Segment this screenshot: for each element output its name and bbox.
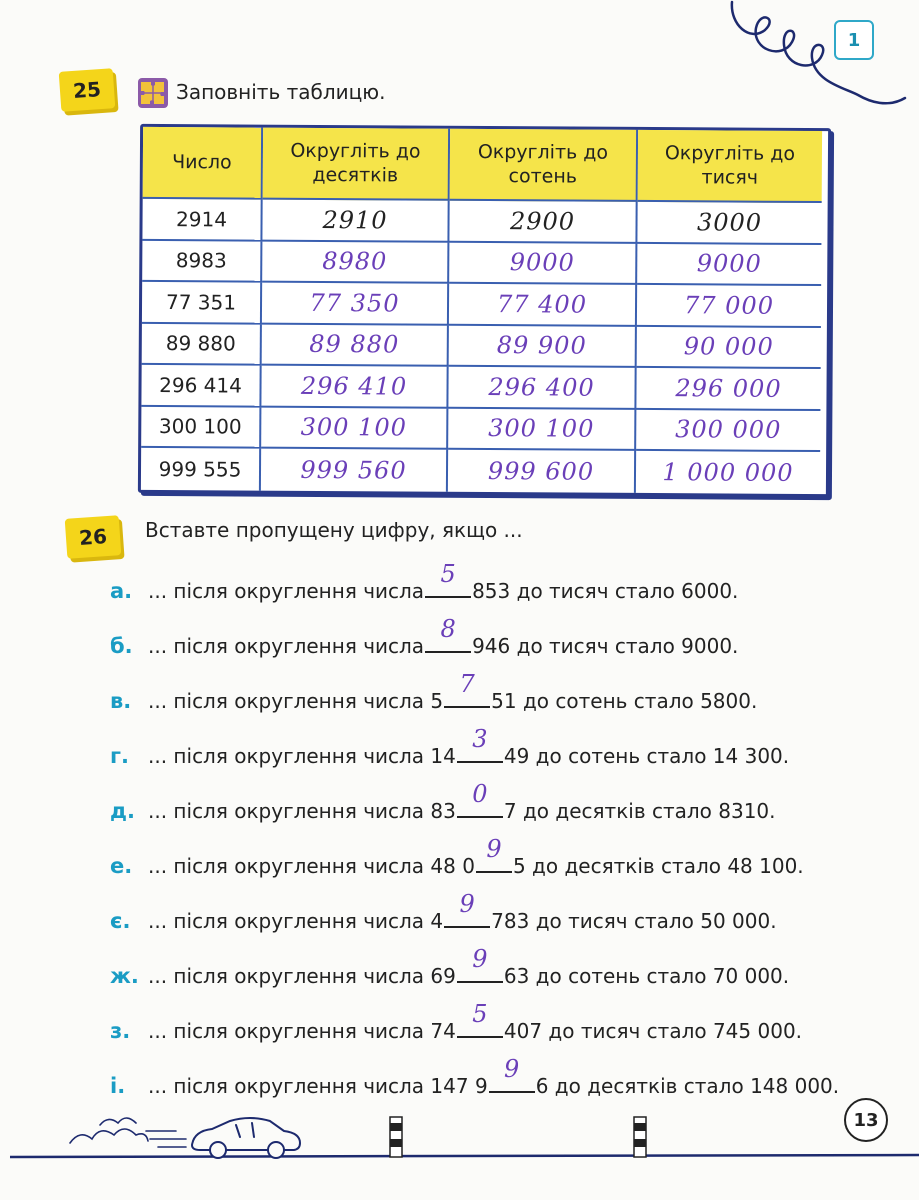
- table-cell-answer: 300 000: [636, 409, 820, 452]
- table-cell-answer: 999 600: [448, 450, 636, 493]
- swirl-decoration: [720, 0, 919, 115]
- task-letter: в.: [110, 689, 132, 713]
- answer-digit: 9: [459, 890, 475, 918]
- task-item: [110, 945, 790, 995]
- exercise-25-badge: [59, 68, 116, 112]
- table-cell-number: 296 414: [141, 365, 261, 407]
- answer-blank[interactable]: [489, 1055, 535, 1093]
- answer-blank[interactable]: [457, 945, 503, 983]
- exercise-25-number: 25: [72, 77, 102, 103]
- answer-blank[interactable]: [476, 835, 512, 873]
- answer-digit: 5: [472, 1000, 488, 1028]
- task-item: [110, 780, 776, 830]
- header-round-tens: Округліть до десятків: [263, 128, 450, 201]
- task-text-after: 51 до сотень стало 5800.: [491, 689, 758, 713]
- exercise-26-number: 26: [78, 524, 108, 550]
- table-cell-answer: 296 000: [636, 368, 820, 411]
- task-text-before: ... після округлення числа 48 0: [148, 854, 475, 878]
- task-text-before: ... після округлення числа 5: [148, 689, 444, 713]
- table-row: [142, 199, 827, 245]
- answer-digit: 7: [459, 670, 475, 698]
- answer-blank[interactable]: [444, 890, 490, 928]
- table-cell-answer: 1 000 000: [662, 457, 794, 487]
- table-cell-number: 89 880: [142, 323, 262, 365]
- table-cell-answer: 9000: [637, 243, 821, 286]
- page-number: 13: [844, 1098, 888, 1142]
- answer-blank[interactable]: [425, 615, 471, 653]
- answer-digit: 8: [440, 615, 456, 643]
- task-text-before: ... після округлення числа 74: [148, 1019, 456, 1043]
- task-letter: г.: [110, 744, 129, 768]
- table-cell-number: 2914: [142, 199, 262, 241]
- header-number: Число: [143, 127, 263, 200]
- task-item: [110, 890, 777, 940]
- table-cell-answer: 89 880: [262, 324, 449, 367]
- table-cell-answer: 3000: [637, 202, 821, 245]
- unit-badge: [834, 20, 874, 60]
- table-cell-answer: 2900: [449, 201, 637, 244]
- task-text-before: ... після округлення числа 4: [148, 909, 444, 933]
- road-post-icon: [634, 1117, 646, 1157]
- task-text-after: 6 до десятків стало 148 000.: [535, 1074, 840, 1098]
- task-item: [110, 560, 739, 610]
- answer-blank[interactable]: [444, 670, 490, 708]
- table-cell-number: 999 555: [141, 448, 261, 490]
- task-letter: д.: [110, 799, 135, 823]
- task-letter: ж.: [110, 964, 139, 988]
- table-cell-number: 77 351: [142, 282, 262, 324]
- puzzle-icon: [137, 77, 169, 109]
- task-text-after: 7 до десятків стало 8310.: [503, 799, 776, 823]
- table-cell-answer: 999 560: [261, 449, 448, 492]
- footer-illustration: [0, 1095, 919, 1200]
- table-cell-answer: 2910: [262, 200, 449, 243]
- answer-digit: 9: [486, 835, 502, 863]
- table-cell-answer: 9000: [449, 242, 637, 285]
- table-row: [141, 448, 826, 494]
- table-cell-answer: 77 000: [637, 285, 821, 328]
- exercise-26-title: Вставте пропущену цифру, якщо ...: [145, 518, 523, 542]
- exercise-25-title: Заповніть таблицю.: [176, 80, 386, 104]
- car-icon: [192, 1118, 300, 1158]
- task-letter: є.: [110, 909, 131, 933]
- task-letter: а.: [110, 579, 133, 603]
- task-text-after: 49 до сотень стало 14 300.: [503, 744, 790, 768]
- table-cell-answer: 89 900: [449, 325, 637, 368]
- answer-blank[interactable]: [457, 1000, 503, 1038]
- table-row: [142, 323, 827, 369]
- road-line: [10, 1155, 919, 1157]
- task-text-after: 5 до десятків стало 48 100.: [512, 854, 804, 878]
- task-item: [110, 1000, 803, 1050]
- task-text-after: 853 до тисяч стало 6000.: [472, 579, 739, 603]
- unit-number: 1: [847, 29, 861, 51]
- table-row: [142, 282, 827, 328]
- task-text-before: ... після округлення числа: [148, 634, 425, 658]
- exercise-26-badge: [65, 515, 122, 559]
- task-text-after: 783 до тисяч стало 50 000.: [491, 909, 777, 933]
- table-cell-answer: 90 000: [637, 326, 821, 369]
- table-cell-answer: 296 400: [448, 367, 636, 410]
- answer-digit: 3: [472, 725, 488, 753]
- rounding-table: [138, 124, 831, 497]
- answer-blank[interactable]: [457, 725, 503, 763]
- table-cell-answer: 300 100: [448, 408, 636, 451]
- table-row: [141, 365, 826, 411]
- answer-digit: 9: [504, 1055, 520, 1083]
- table-cell-number: 300 100: [141, 406, 261, 448]
- task-item: [110, 725, 790, 775]
- task-text-before: ... після округлення числа: [148, 579, 425, 603]
- answer-digit: 5: [440, 560, 456, 588]
- table-cell-answer: 300 100: [261, 407, 448, 450]
- answer-digit: 0: [472, 780, 488, 808]
- task-text-before: ... після округлення числа 14: [148, 744, 456, 768]
- task-letter: з.: [110, 1019, 131, 1043]
- answer-blank[interactable]: [425, 560, 471, 598]
- task-text-before: ... після округлення числа 147 9: [148, 1074, 488, 1098]
- task-text-after: 63 до сотень стало 70 000.: [503, 964, 790, 988]
- answer-digit: 9: [472, 945, 488, 973]
- table-row: [142, 240, 827, 286]
- table-cell-answer: 8980: [262, 241, 449, 284]
- header-round-hundreds: Округліть до сотень: [450, 129, 638, 202]
- table-cell-answer: 77 400: [449, 284, 637, 327]
- header-round-thousands: Округліть до тисяч: [638, 130, 822, 203]
- task-text-before: ... після округлення числа 69: [148, 964, 456, 988]
- task-text-before: ... після округлення числа 83: [148, 799, 456, 823]
- task-item: [110, 835, 804, 885]
- task-letter: б.: [110, 634, 133, 658]
- road-post-icon: [390, 1117, 402, 1157]
- table-row: [141, 406, 826, 452]
- table-header-row: [143, 127, 828, 203]
- task-text-after: 946 до тисяч стало 9000.: [472, 634, 739, 658]
- task-letter: і.: [110, 1074, 126, 1098]
- speed-lines: [70, 1118, 186, 1147]
- table-cell-number: 8983: [142, 240, 262, 282]
- task-letter: е.: [110, 854, 133, 878]
- task-text-after: 407 до тисяч стало 745 000.: [503, 1019, 803, 1043]
- answer-blank[interactable]: [457, 780, 503, 818]
- table-cell-answer: 77 350: [262, 283, 449, 326]
- table-cell-answer: 296 410: [261, 366, 448, 409]
- task-item: [110, 615, 739, 665]
- task-item: [110, 670, 758, 720]
